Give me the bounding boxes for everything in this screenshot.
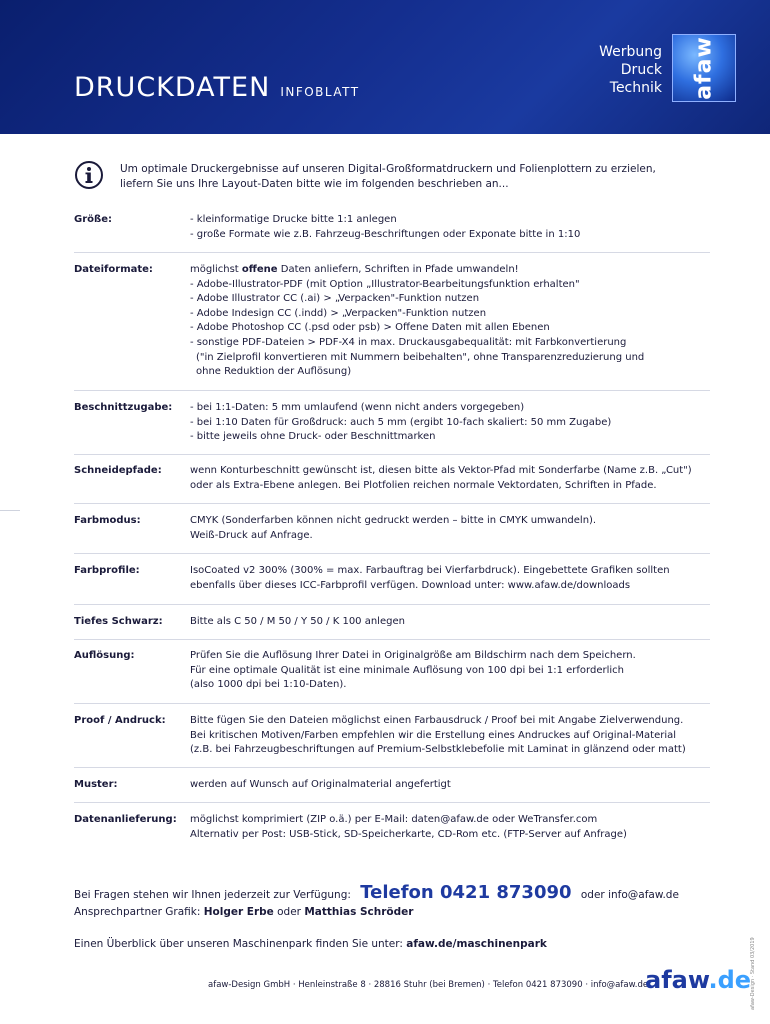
- intro-line: Um optimale Druckergebnisse auf unseren Digital-Großformatdruckern und Folienplottern zu erzielen,: [120, 163, 656, 175]
- partner-name: Holger Erbe: [203, 906, 274, 918]
- value-line: - Adobe Photoshop CC (.psd oder psb) > Offene Daten mit allen Ebenen: [190, 322, 550, 334]
- intro-line: liefern Sie uns Ihre Layout-Daten bitte wie im folgenden beschrieben an...: [120, 178, 509, 190]
- value-line: ("in Zielprofil konvertieren mit Nummern beibehalten", ohne Transparenzreduzierung und: [196, 351, 645, 363]
- divider: [74, 553, 710, 554]
- value-line: Bitte als C 50 / M 50 / Y 50 / K 100 anlegen: [190, 616, 405, 627]
- section-label: Farbmodus:: [74, 515, 141, 526]
- brand-line: Druck: [620, 62, 662, 78]
- value-line: - bitte jeweils ohne Druck- oder Beschnittmarken: [190, 431, 436, 443]
- section-value: [190, 263, 710, 380]
- section-label: Tiefes Schwarz:: [74, 616, 163, 627]
- section-value: [190, 464, 710, 493]
- partner-label: Ansprechpartner Grafik:: [74, 906, 201, 918]
- value-line: Bitte fügen Sie den Dateien möglichst einen Farbausdruck / Proof bei mit Angabe Zielverwendung.: [190, 715, 684, 726]
- overview-text: Einen Überblick über unseren Maschinenpark finden Sie unter:: [74, 938, 403, 950]
- value-line: möglichst komprimiert (ZIP o.ä.) per E-Mail: daten@afaw.de oder WeTransfer.com: [190, 814, 598, 825]
- divider: [74, 639, 710, 640]
- value-line: Alternativ per Post: USB-Stick, SD-Speicherkarte, CD-Rom etc. (FTP-Server auf Anfrage): [190, 828, 627, 840]
- value-line: werden auf Wunsch auf Originalmaterial angefertigt: [190, 779, 451, 790]
- section-label: Muster:: [74, 779, 118, 790]
- section-label: Datenanlieferung:: [74, 814, 177, 825]
- value-line: - sonstige PDF-Dateien > PDF-X4 in max. Druckausgabequalität: mit Farbkonvertierung: [190, 336, 627, 348]
- section-value: [190, 813, 710, 842]
- value-line: Bei kritischen Motiven/Farben empfehlen wir die Erstellung eines Andruckes auf Original-Material: [190, 729, 677, 741]
- section-label: Beschnittzugabe:: [74, 402, 173, 413]
- divider: [74, 767, 710, 768]
- divider: [74, 503, 710, 504]
- vertical-note: afaw-Design · Stand 03/2019: [750, 937, 756, 1010]
- section-value: [190, 778, 710, 793]
- text-bold: offene: [241, 264, 278, 275]
- brand-line: Werbung: [599, 44, 662, 60]
- overview-link[interactable]: afaw.de/maschinenpark: [406, 938, 547, 950]
- section-value: [190, 564, 710, 593]
- divider: [74, 802, 710, 803]
- section-label: Schneidepfade:: [74, 465, 162, 476]
- text-part: möglichst: [190, 264, 242, 275]
- value-line: - große Formate wie z.B. Fahrzeug-Beschriftungen oder Exponate bitte in 1:10: [190, 228, 581, 240]
- header-banner: [0, 0, 770, 134]
- section-value: [190, 649, 710, 693]
- section-value: [190, 714, 710, 758]
- footer-address: afaw-Design GmbH · Henleinstraße 8 · 28816 Stuhr (bei Bremen) · Telefon 0421 873090 · info@afaw.de: [208, 980, 649, 990]
- divider: [74, 604, 710, 605]
- value-line: - Adobe-Illustrator-PDF (mit Option „Illustrator-Bearbeitungsfunktion erhalten": [190, 278, 580, 290]
- partner-name: Matthias Schröder: [304, 906, 414, 918]
- value-line: ebenfalls über dieses ICC-Farbprofil verfügen. Download unter: www.afaw.de/downloads: [190, 579, 631, 591]
- value-line: - bei 1:10 Daten für Großdruck: auch 5 mm (ergibt 10-fach skaliert: 50 mm Zugabe): [190, 416, 612, 428]
- value-line: - Adobe Illustrator CC (.ai) > „Verpacken"-Funktion nutzen: [190, 293, 480, 305]
- section-value: [190, 514, 710, 543]
- info-icon: [74, 160, 104, 190]
- value-line: wenn Konturbeschnitt gewünscht ist, diesen bitte als Vektor-Pfad mit Sonderfarbe (Name z.B. „Cut"): [190, 465, 692, 476]
- divider: [74, 703, 710, 704]
- divider: [74, 390, 710, 391]
- logo-text: afaw: [691, 36, 717, 100]
- footer-logo: [645, 966, 751, 994]
- section-value: [190, 401, 710, 445]
- section-label: Größe:: [74, 214, 112, 225]
- value-line: ohne Reduktion der Auflösung): [196, 366, 352, 378]
- section-label: Dateiformate:: [74, 264, 153, 275]
- partner-or: oder: [277, 906, 301, 918]
- text-part: Daten anliefern, Schriften in Pfade umwandeln!: [277, 264, 519, 275]
- afaw-logo: [672, 34, 736, 102]
- value-line: [190, 263, 710, 278]
- contact-email-link[interactable]: info@afaw.de: [608, 889, 679, 901]
- value-line: IsoCoated v2 300% (300% = max. Farbauftrag bei Vierfarbdruck). Eingebettete Grafiken sollten: [190, 565, 670, 576]
- section-label: Proof / Andruck:: [74, 715, 166, 726]
- overview-line: [74, 938, 547, 950]
- value-line: (also 1000 dpi bei 1:10-Daten).: [190, 679, 347, 691]
- divider: [74, 454, 710, 455]
- value-line: Prüfen Sie die Auflösung Ihrer Datei in Originalgröße am Bildschirm nach dem Speichern.: [190, 650, 636, 661]
- value-line: - bei 1:1-Daten: 5 mm umlaufend (wenn nicht anders vorgegeben): [190, 402, 525, 413]
- value-line: - kleinformatige Drucke bitte 1:1 anlegen: [190, 214, 397, 225]
- section-value: [190, 213, 710, 242]
- partner-line: [74, 906, 413, 918]
- contact-question: Bei Fragen stehen wir Ihnen jederzeit zur Verfügung:: [74, 889, 351, 901]
- section-value: [190, 615, 710, 630]
- value-line: - Adobe Indesign CC (.indd) > „Verpacken"-Funktion nutzen: [190, 307, 487, 319]
- brand-tagline: [590, 43, 662, 97]
- section-label: Farbprofile:: [74, 565, 140, 576]
- divider: [74, 252, 710, 253]
- contact-line: [74, 882, 679, 903]
- intro-text: [120, 162, 720, 192]
- value-line: (z.B. bei Fahrzeugbeschriftungen auf Premium-Selbstklebefolie mit Laminat in glänzend oder matt): [190, 744, 686, 756]
- value-line: oder als Extra-Ebene anlegen. Bei Plotfolien reichen normale Vektordaten, Schriften in Pfade.: [190, 479, 657, 491]
- footer-logo-main: afaw: [645, 966, 709, 994]
- phone-number[interactable]: Telefon 0421 873090: [360, 882, 572, 903]
- contact-or: oder: [580, 889, 605, 901]
- section-label: Auflösung:: [74, 650, 135, 661]
- page-title: [74, 72, 360, 103]
- title-subtitle: INFOBLATT: [280, 85, 360, 99]
- footer-logo-tld: .de: [708, 966, 752, 994]
- value-line: Für eine optimale Qualität ist eine minimale Auflösung von 100 dpi bei 1:1 erforderlich: [190, 664, 624, 676]
- value-line: Weiß-Druck auf Anfrage.: [190, 529, 313, 541]
- title-main: DRUCKDATEN: [74, 72, 271, 103]
- fold-mark: [0, 510, 20, 511]
- value-line: CMYK (Sonderfarben können nicht gedruckt werden – bitte in CMYK umwandeln).: [190, 515, 597, 526]
- brand-line: Technik: [609, 80, 662, 96]
